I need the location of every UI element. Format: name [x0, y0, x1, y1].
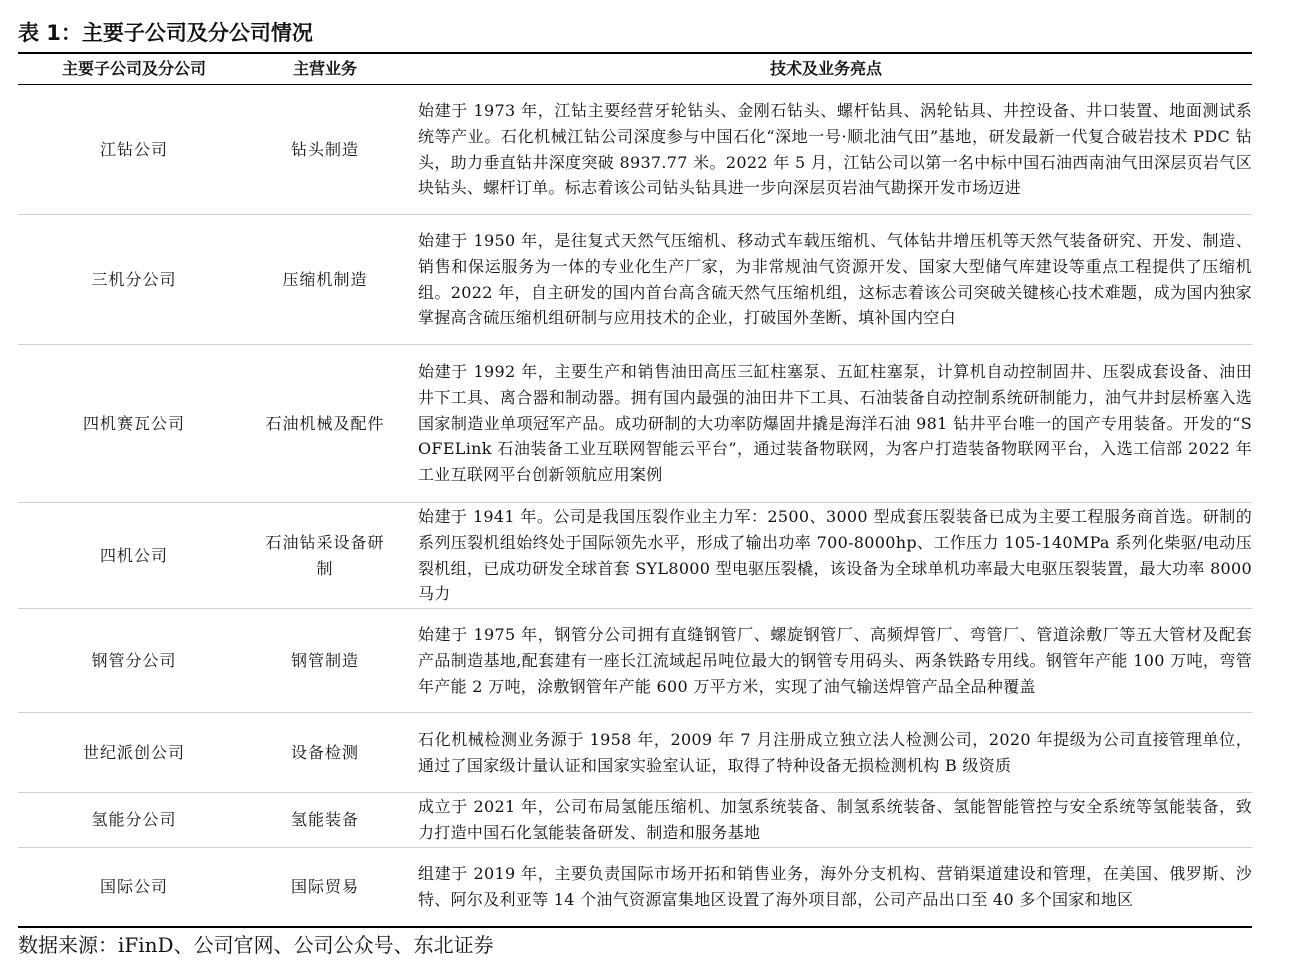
- row-company-name: 三机分公司: [18, 215, 250, 345]
- row-main-business: 压缩机制造: [250, 215, 400, 345]
- table-row: [18, 503, 1252, 609]
- row-main-business: 钻头制造: [250, 85, 400, 215]
- row-company-name: 国际公司: [18, 847, 250, 927]
- row-main-business: 设备检测: [250, 713, 400, 793]
- row-highlight-text: 石化机械检测业务源于 1958 年，2009 年 7 月注册成立独立法人检测公司，2020 年提级为公司直接管理单位，通过了国家级计量认证和国家实验室认证，取得了特种设备无损检测机构 B 级资质: [400, 713, 1252, 793]
- row-highlight-text: 成立于 2021 年，公司布局氢能压缩机、加氢系统装备、制氢系统装备、氢能智能管控与安全系统等氢能装备，致力打造中国石化氢能装备研发、制造和服务基地: [400, 793, 1252, 848]
- header-highlights: 技术及业务亮点: [400, 54, 1252, 85]
- row-main-business: 石油钻采设备研制: [250, 503, 400, 609]
- row-main-business: 钢管制造: [250, 609, 400, 713]
- row-highlight-text: 始建于 1950 年，是往复式天然气压缩机、移动式车载压缩机、气体钻井增压机等天然气装备研究、开发、制造、销售和保运服务为一体的专业化生产厂家，为非常规油气资源开发、国家大型储气库建设等重点工程提供了压缩机组。2022 年，自主研发的国内首台高含硫天然气压缩机组，这标志着该公司突破关键核心技术难题，成为国内独家掌握高含硫压缩机组研制与应用技术的企业，打破国外垄断、填补国内空白: [400, 215, 1252, 345]
- row-company-name: 氢能分公司: [18, 793, 250, 848]
- table-row: [18, 713, 1252, 793]
- row-company-name: 江钻公司: [18, 85, 250, 215]
- header-subsidiary: 主要子公司及分公司: [18, 54, 250, 85]
- row-company-name: 四机赛瓦公司: [18, 345, 250, 503]
- row-highlight-text: 始建于 1941 年。公司是我国压裂作业主力军：2500、3000 型成套压裂装备已成为主要工程服务商首选。研制的系列压裂机组始终处于国际领先水平，形成了输出功率 700-8000hp、工作压力 105-140MPa 系列化柴驱/电动压裂机组，已成功研发全球首套 SYL8000 型电驱压裂橇，该设备为全球单机功率最大电驱压裂装置，最大功率 8000 马力: [400, 503, 1252, 609]
- subsidiary-table: [18, 54, 1252, 928]
- table-title: 表 1：主要子公司及分公司情况: [18, 21, 313, 45]
- report-page: [18, 14, 1252, 962]
- table-row: [18, 847, 1252, 927]
- table-row: [18, 85, 1252, 215]
- row-highlight-text: 始建于 1992 年，主要生产和销售油田高压三缸柱塞泵、五缸柱塞泵，计算机自动控制固井、压裂成套设备、油田井下工具、离合器和制动器。拥有国内最强的油田井下工具、石油装备自动控制系统研制能力，油气井封层桥塞入选国家制造业单项冠军产品。成功研制的大功率防爆固井撬是海洋石油 981 钻井平台唯一的国产专用装备。开发的“SOFELink 石油装备工业互联网智能云平台”，通过装备物联网，为客户打造装备物联网平台，入选工信部 2022 年工业互联网平台创新领航应用案例: [400, 345, 1252, 503]
- row-highlight-text: 组建于 2019 年，主要负责国际市场开拓和销售业务，海外分支机构、营销渠道建设和管理，在美国、俄罗斯、沙特、阿尔及利亚等 14 个油气资源富集地区设置了海外项目部，公司产品出口至 40 多个国家和地区: [400, 847, 1252, 927]
- row-highlight-text: 始建于 1973 年，江钻主要经营牙轮钻头、金刚石钻头、螺杆钻具、涡轮钻具、井控设备、井口装置、地面测试系统等产业。石化机械江钻公司深度参与中国石化“深地一号·顺北油气田”基地，研发最新一代复合破岩技术 PDC 钻头，助力垂直钻井深度突破 8937.77 米。2022 年 5 月，江钻公司以第一名中标中国石油西南油气田深层页岩气区块钻头、螺杆订单。标志着该公司钻头钻具进一步向深层页岩油气勘探开发市场迈进: [400, 85, 1252, 215]
- row-company-name: 钢管分公司: [18, 609, 250, 713]
- header-business: 主营业务: [250, 54, 400, 85]
- table-row: [18, 215, 1252, 345]
- data-source-note: 数据来源：iFinD、公司官网、公司公众号、东北证券: [18, 933, 494, 958]
- row-company-name: 四机公司: [18, 503, 250, 609]
- row-main-business: 石油机械及配件: [250, 345, 400, 503]
- row-highlight-text: 始建于 1975 年，钢管分公司拥有直缝钢管厂、螺旋钢管厂、高频焊管厂、弯管厂、管道涂敷厂等五大管材及配套产品制造基地,配套建有一座长江流域起吊吨位最大的钢管专用码头、两条铁路专用线。钢管年产能 100 万吨，弯管年产能 2 万吨，涂敷钢管年产能 600 万平方米，实现了油气输送焊管产品全品种覆盖: [400, 609, 1252, 713]
- row-company-name: 世纪派创公司: [18, 713, 250, 793]
- table-row: [18, 345, 1252, 503]
- table-row: [18, 793, 1252, 848]
- row-main-business: 国际贸易: [250, 847, 400, 927]
- table-header-row: [18, 54, 1252, 85]
- row-main-business: 氢能装备: [250, 793, 400, 848]
- table-row: [18, 609, 1252, 713]
